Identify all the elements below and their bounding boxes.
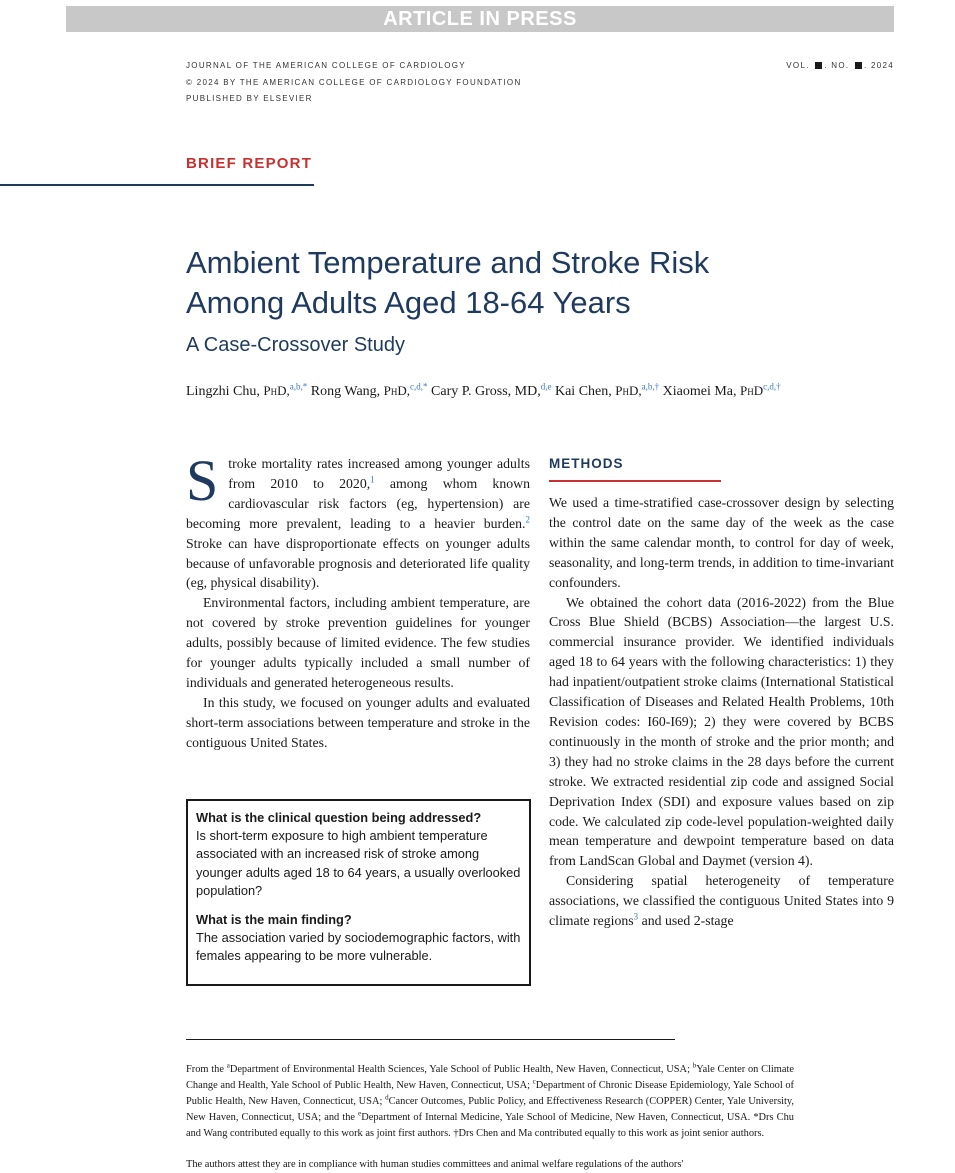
publisher-line: PUBLISHED BY ELSEVIER (186, 94, 313, 103)
author-list (186, 381, 886, 402)
affiliation-link[interactable]: c,d,† (763, 381, 781, 392)
author: Kai Chen, PhD,$^{a,b,\dagger}$ (554, 381, 660, 399)
intro-column (186, 448, 530, 753)
question-heading: What is the main finding? (196, 912, 352, 928)
affiliation-link[interactable]: c,d,* (410, 381, 428, 392)
author: Rong Wang, PhD,$^{c,d,*}$ (310, 381, 428, 399)
methods-paragraph: Considering spatial heterogeneity of temperature associations, we classified the contiguous United States into 9 climate regions$^3$ and used 2-stage (549, 873, 894, 929)
title-line-2: Among Adults Aged 18-64 Years (186, 285, 631, 320)
methods-column (549, 493, 894, 931)
question-answer: Is short-term exposure to high ambient temperature associated with an increased risk of stroke among younger adults aged 18 to 64 years, a usually overlooked population? (196, 828, 521, 898)
placeholder-square-icon (855, 62, 862, 69)
author: Lingzhi Chu, PhD,$^{a,b,*}$ (186, 381, 308, 399)
reference-link[interactable]: 2 (525, 514, 530, 525)
affiliations-footnote: From the $^a$Department of Environmental Health Sciences, Yale School of Public Health, New Haven, Connecticut, USA; $^b$Yale Center on Climate Change and Health, Yale School of Public Health, New Haven, Connecticut, USA; $^c$Department of Chronic Disease Epidemiology, Yale School of Public Health, New Haven, Connecticut, USA; $^d$Cancer Outcomes, Public Policy, and Effectiveness Research (COPPER) Center, Yale University, New Haven, Connecticut, USA; and the $^e$Department of Internal Medicine, Yale School of Medicine, New Haven, Connecticut, USA. *Drs Chu and Wang contributed equally to this work as joint first authors. †Drs Chen and Ma contributed equally to this work as joint senior authors. (186, 1061, 795, 1139)
question-answer: The association varied by sociodemographic factors, with females appearing to be more vulnerable. (196, 930, 521, 964)
methods-heading: METHODS (549, 456, 624, 471)
compliance-footnote: The authors attest they are in compliance with human studies committees and animal welfare regulations of the authors' (186, 1159, 684, 1170)
intro-paragraph: In this study, we focused on younger adults and evaluated short-term associations between temperature and stroke in the contiguous United States. (186, 694, 530, 750)
author: Xiaomei Ma, PhD$^{c,d,\dagger}$ (662, 381, 781, 399)
intro-paragraph: Environmental factors, including ambient temperature, are not covered by stroke prevention guidelines for younger adults, possibly because of limited evidence. The few studies for younger adults typically included a small number of individuals and generated heterogeneous results. (186, 595, 530, 690)
copyright-line: © 2024 BY THE AMERICAN COLLEGE OF CARDIOLOGY FOUNDATION (186, 77, 522, 87)
reference-link[interactable]: 3 (633, 911, 639, 922)
volume-info (786, 58, 894, 75)
affiliation-link[interactable]: a,b,* (289, 381, 308, 392)
methods-paragraph: We used a time-stratified case-crossover design by selecting the control date on the same day of the week as the case within the same calendar month, to control for day of week, seasonality, and long-term trends, in addition to time-invariant confounders. (549, 495, 894, 590)
question-heading: What is the clinical question being addressed? (196, 810, 482, 825)
reference-link[interactable]: 1 (370, 474, 375, 485)
journal-masthead (186, 58, 522, 108)
vol-label: VOL. (786, 61, 810, 70)
drop-cap: S (186, 448, 219, 513)
placeholder-square-icon (815, 62, 822, 69)
affiliation-link[interactable]: a,b,† (641, 381, 660, 392)
affiliation-link[interactable]: d,e (540, 381, 552, 392)
author: Cary P. Gross, MD,$^{d,e}$ (431, 381, 552, 399)
title-line-1: Ambient Temperature and Stroke Risk (186, 245, 710, 280)
methods-paragraph: We obtained the cohort data (2016-2022) from the Blue Cross Blue Shield (BCBS) Association—the largest U.S. commercial insurance provider. We identified individuals aged 18 to 64 years with the following characteristics: 1) they had inpatient/outpatient stroke claims (International Statistical Classification of Diseases and Related Health Problems, 10th Revision codes: I60-I69); 2) they were covered by BCBS continuously in the month of stroke and the prior month; and 3) they had no stroke claims in the 28 days before the current stroke. We extracted residential zip code and assigned Social Deprivation Index (SDI) and exposure values based on zip code. We calculated zip code-level population-weighted daily mean temperature and dewpoint temperature based on data from LandScan Global and Daymet (version 4). (549, 594, 894, 869)
journal-name: JOURNAL OF THE AMERICAN COLLEGE OF CARDIOLOGY (186, 61, 466, 70)
year-label: . 2024 (863, 61, 894, 70)
section-label: BRIEF REPORT (186, 155, 313, 172)
intro-paragraph: Stroke mortality rates increased among younger adults from 2010 to 2020,$^1$ among whom known cardiovascular risk factors (eg, hypertension) are becoming more prevalent, leading to a heavier burden.$^2$ Stroke can have disproportionate effects on younger adults because of unfavorable prognosis and deteriorated life quality (eg, physical disability). (186, 448, 530, 591)
footnote-divider (186, 1039, 675, 1040)
article-in-press-banner: ARTICLE IN PRESS (66, 6, 894, 32)
section-divider (0, 184, 314, 186)
no-label: . NO. (824, 61, 850, 70)
key-questions-box (186, 799, 531, 986)
article-title (186, 243, 886, 323)
article-subtitle: A Case-Crossover Study (186, 334, 405, 356)
methods-divider (549, 480, 721, 482)
